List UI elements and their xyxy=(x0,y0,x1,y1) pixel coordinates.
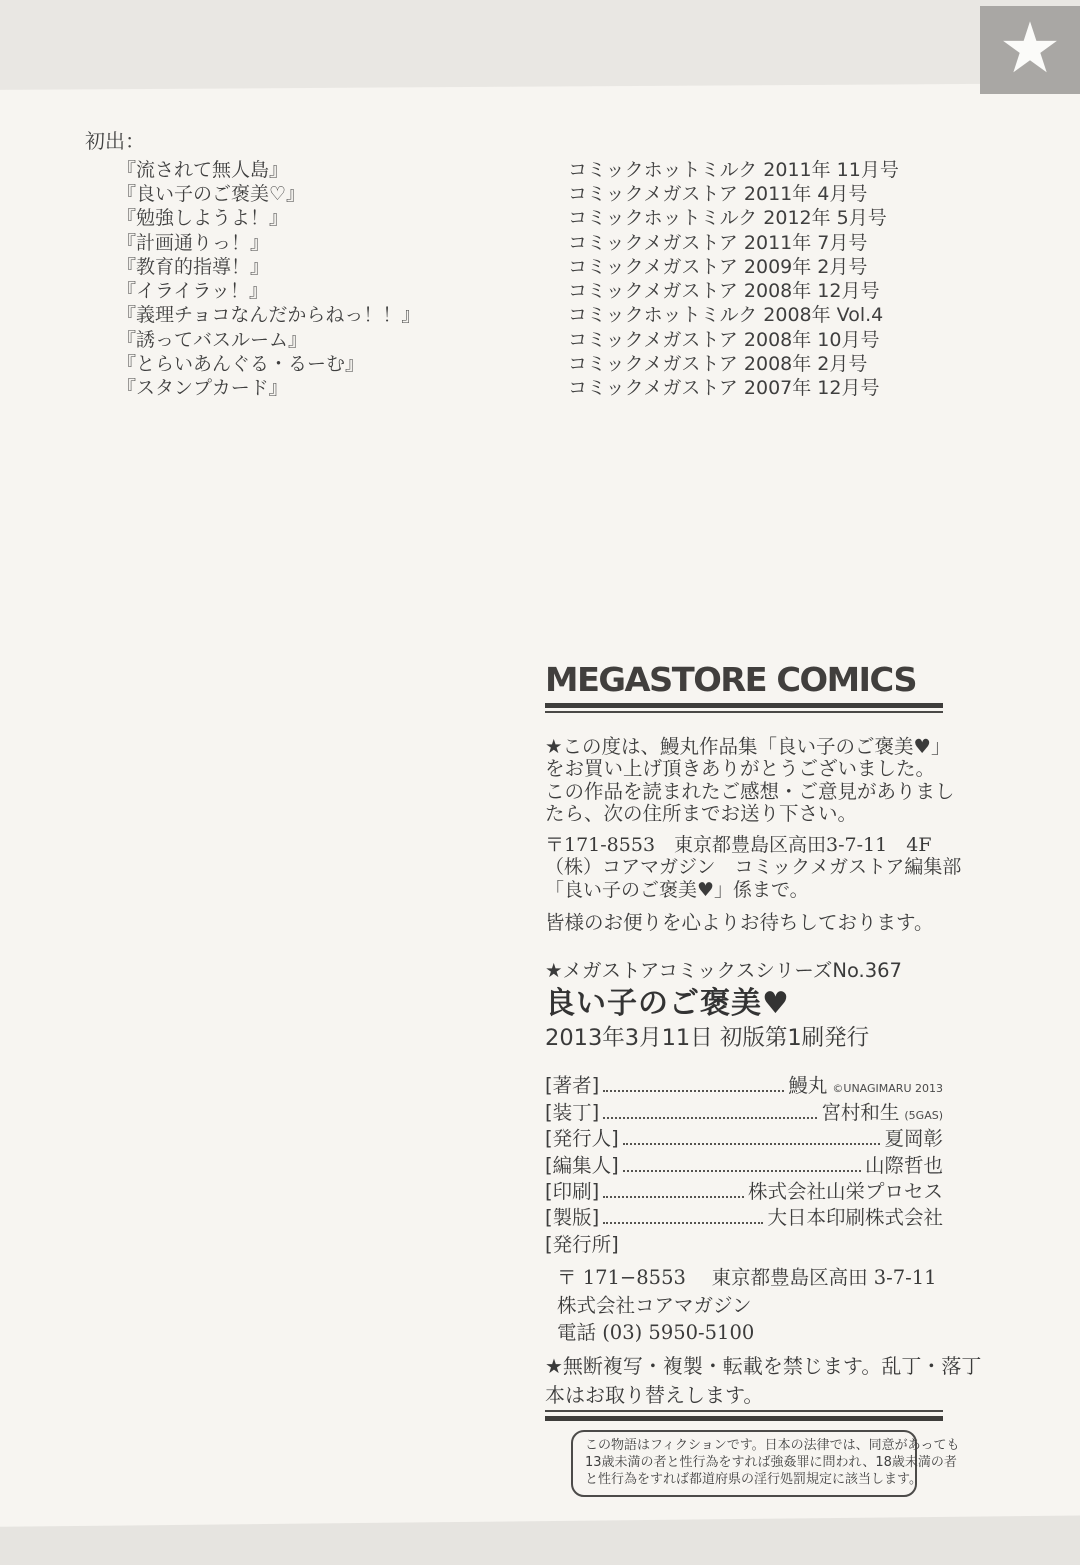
publication-title: 『教育的指導！』 xyxy=(117,255,270,278)
publisher-label xyxy=(545,1230,943,1256)
feedback-address-line: 「良い子のご褒美♥」係まで。 xyxy=(545,878,809,901)
publication-magazine: コミックメガストア 2007年 12月号 xyxy=(568,377,880,400)
publication-magazine: コミックホットミルク 2008年 Vol.4 xyxy=(568,304,884,327)
publication-title: 『誘ってバスルーム』 xyxy=(117,328,308,351)
publication-row xyxy=(117,302,985,326)
bottom-scan-band xyxy=(0,1515,1080,1565)
copyright-warning xyxy=(545,1352,982,1409)
publication-row xyxy=(117,350,985,374)
waiting-note: 皆様のお便りを心よりお待ちしております。 xyxy=(545,911,934,934)
corner-star-box xyxy=(980,6,1080,94)
feedback-address-line: （株）コアマガジン コミックメガストア編集部 xyxy=(545,856,962,879)
publication-magazine: コミックメガストア 2011年 4月号 xyxy=(568,182,868,205)
credit-leader xyxy=(603,1117,817,1119)
credit-leader xyxy=(623,1170,861,1172)
copyright-warning-line: 本はお取り替えします。 xyxy=(545,1382,764,1407)
credit-value: 大日本印刷株式会社 xyxy=(767,1206,943,1230)
publication-magazine: コミックホットミルク 2012年 5月号 xyxy=(568,207,887,230)
thanks-line: をお買い上げ頂きありがとうございました。 xyxy=(545,757,936,781)
publication-magazine: コミックメガストア 2008年 2月号 xyxy=(568,353,868,376)
publication-row xyxy=(117,326,985,350)
thanks-line: この作品を読まれたご感想・ご意見がありまし xyxy=(545,779,955,803)
credit-value: 株式会社山栄プロセス xyxy=(747,1179,943,1203)
credit-label: [編集人] xyxy=(545,1153,619,1177)
credit-label: [著者] xyxy=(545,1074,600,1098)
publication-magazine: コミックホットミルク 2011年 11月号 xyxy=(568,158,899,181)
publication-title: 『流されて無人島』 xyxy=(117,158,289,181)
top-scan-band xyxy=(0,0,1080,90)
colophon-section xyxy=(545,660,982,1520)
copyright-warning-line: ★無断複写・複製・転載を禁じます。乱丁・落丁 xyxy=(545,1354,982,1378)
publisher-line: 電話 (03) 5950-5100 xyxy=(557,1321,755,1344)
publication-magazine: コミックメガストア 2011年 7月号 xyxy=(568,231,868,254)
publisher-line: 〒 171−8553 東京都豊島区高田 3-7-11 xyxy=(557,1266,937,1289)
publication-magazine: コミックメガストア 2008年 12月号 xyxy=(568,280,880,303)
publication-magazine: コミックメガストア 2009年 2月号 xyxy=(568,255,868,278)
publication-list xyxy=(117,156,985,399)
publication-title: 『勉強しようよ！』 xyxy=(117,207,289,230)
credit-value: 宮村和生 xyxy=(821,1100,900,1124)
bottom-rule-thin xyxy=(545,1410,943,1412)
disclaimer-line: 13歳未満の者と性行為をすれば強姦罪に問われ、18歳未満の者 xyxy=(585,1454,957,1470)
credit-leader xyxy=(603,1222,763,1224)
publication-row xyxy=(117,277,985,301)
disclaimer-line: と性行為をすれば都道府県の淫行処罰規定に該当します。 xyxy=(585,1471,922,1487)
credit-row xyxy=(545,1178,943,1204)
feedback-address-line: 〒171-8553 東京都豊島区高田3-7-11 4F xyxy=(545,834,932,856)
publisher-line: 株式会社コアマガジン xyxy=(557,1293,752,1317)
credit-label: [発行人] xyxy=(545,1127,619,1151)
credits-list xyxy=(545,1072,943,1257)
star-icon: ★ xyxy=(998,7,1062,89)
credit-leader xyxy=(603,1196,744,1198)
credit-row xyxy=(545,1151,943,1177)
thanks-paragraph xyxy=(545,735,955,826)
edition-date-line: 2013年3月11日 初版第1刷発行 xyxy=(545,1025,870,1051)
credit-row xyxy=(545,1072,943,1098)
logo-rule-thick xyxy=(545,703,943,708)
publication-row xyxy=(117,229,985,253)
credit-leader xyxy=(623,1143,881,1145)
thanks-line: ★この度は、鰻丸作品集「良い子のご褒美♥」 xyxy=(545,735,951,758)
publisher-address xyxy=(545,1264,943,1347)
publication-row xyxy=(117,156,985,180)
publication-row xyxy=(117,253,985,277)
credit-value: 夏岡彰 xyxy=(884,1127,943,1151)
publication-title: 『良い子のご褒美♡』 xyxy=(117,182,306,205)
feedback-address xyxy=(545,834,962,901)
first-publication-section xyxy=(85,128,985,399)
credit-note: ©UNAGIMARU 2013 xyxy=(832,1082,943,1096)
credit-row xyxy=(545,1204,943,1230)
credit-value: 鰻丸 xyxy=(788,1074,828,1098)
credit-label: [印刷] xyxy=(545,1179,600,1203)
credit-label: [製版] xyxy=(545,1206,600,1230)
publication-row xyxy=(117,375,985,399)
publication-row xyxy=(117,180,985,204)
publication-title: 『計画通りっ！』 xyxy=(117,231,270,254)
first-publication-heading: 初出： xyxy=(85,129,145,153)
credit-note: (5GAS) xyxy=(904,1108,943,1122)
credit-row xyxy=(545,1098,943,1124)
series-number-line: ★メガストアコミックスシリーズNo.367 xyxy=(545,959,902,982)
book-title: 良い子のご褒美♥ xyxy=(545,986,790,1021)
credit-value: 山際哲也 xyxy=(864,1153,943,1177)
publication-row xyxy=(117,205,985,229)
publication-title: 『スタンプカード』 xyxy=(117,377,288,400)
publication-title: 『イライラッ！』 xyxy=(117,280,269,303)
publication-title: 『義理チョコなんだからねっ！！』 xyxy=(117,304,421,327)
bottom-rule-thick xyxy=(545,1416,943,1421)
disclaimer-box xyxy=(571,1430,960,1497)
disclaimer-line: この物語はフィクションです。日本の法律では、同意があっても xyxy=(585,1438,960,1453)
logo-rule-thin xyxy=(545,711,943,713)
credit-leader xyxy=(603,1090,784,1092)
credit-label: [装丁] xyxy=(545,1100,600,1124)
credit-row xyxy=(545,1125,943,1151)
publication-title: 『とらいあんぐる・るーむ』 xyxy=(117,353,365,376)
megastore-comics-logo: MEGASTORE COMICS xyxy=(545,660,917,699)
publisher-label-text: [発行所] xyxy=(545,1232,619,1256)
thanks-line: たら、次の住所までお送り下さい。 xyxy=(545,802,858,826)
publication-magazine: コミックメガストア 2008年 10月号 xyxy=(568,328,880,351)
